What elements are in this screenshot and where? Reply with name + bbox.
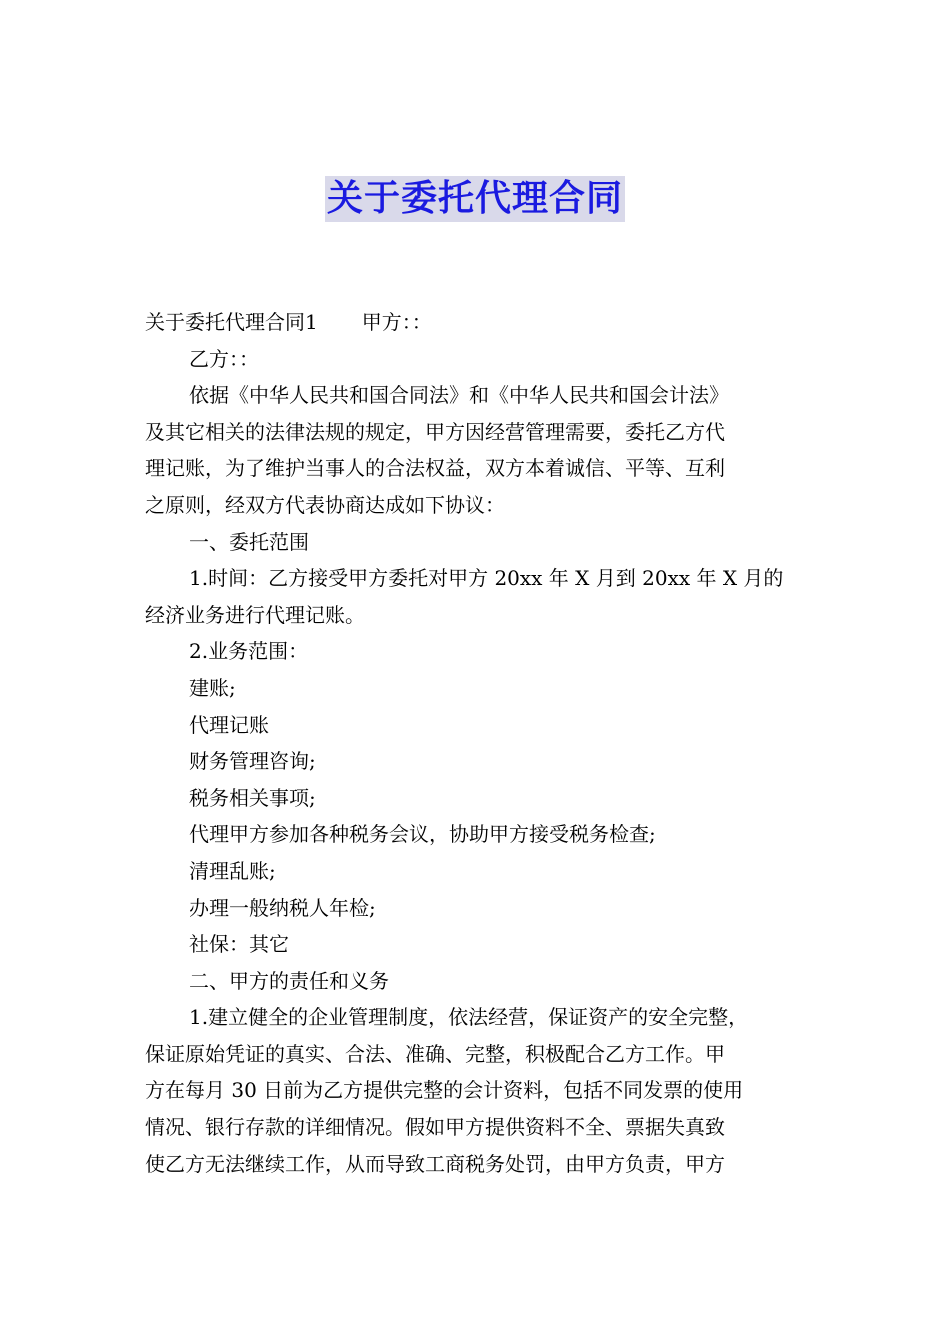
- paragraph-line: 方在每月 30 日前为乙方提供完整的会计资料，包括不同发票的使用: [145, 1078, 744, 1103]
- paragraph-line: 建账;: [189, 675, 236, 700]
- heading-label: 关于委托代理合同1: [145, 310, 318, 334]
- paragraph-line: 1.时间：乙方接受甲方委托对甲方 20xx 年 X 月到 20xx 年 X 月的: [189, 566, 784, 591]
- paragraph-line: 二、甲方的责任和义务: [189, 968, 389, 993]
- paragraph-line: 使乙方无法继续工作，从而导致工商税务处罚，由甲方负责，甲方: [145, 1151, 725, 1176]
- paragraph-line: 一、委托范围: [189, 529, 309, 554]
- paragraph-line: 2.业务范围：: [189, 639, 309, 664]
- paragraph-line: 清理乱账;: [189, 858, 276, 883]
- document-body: [145, 304, 807, 1182]
- paragraph-line: 社保：其它: [189, 932, 289, 957]
- paragraph-line: 代理记账: [189, 712, 269, 737]
- paragraph-lines: [145, 377, 807, 1182]
- paragraph-line: 依据《中华人民共和国合同法》和《中华人民共和国会计法》: [189, 383, 729, 408]
- paragraph-line: 代理甲方参加各种税务会议，协助甲方接受税务检查;: [189, 822, 656, 847]
- party-b-line: [145, 341, 807, 378]
- paragraph-line: 理记账，为了维护当事人的合法权益，双方本着诚信、平等、互利: [145, 456, 725, 481]
- paragraph-line: 财务管理咨询;: [189, 749, 316, 774]
- paragraph-line: 及其它相关的法律法规的规定，甲方因经营管理需要，委托乙方代: [145, 419, 725, 444]
- paragraph-line: 办理一般纳税人年检;: [189, 895, 376, 920]
- party-b-label: 乙方：：: [189, 346, 259, 371]
- document-title: 关于委托代理合同: [325, 176, 625, 222]
- heading-line: [145, 304, 807, 341]
- paragraph-line: 1.建立健全的企业管理制度，依法经营，保证资产的安全完整，: [189, 1005, 749, 1030]
- paragraph-line: 之原则，经双方代表协商达成如下协议：: [145, 492, 505, 517]
- paragraph-line: 经济业务进行代理记账。: [145, 602, 365, 627]
- paragraph-line: 税务相关事项;: [189, 785, 316, 810]
- title-container: [0, 176, 950, 222]
- paragraph-line: 保证原始凭证的真实、合法、准确、完整，积极配合乙方工作。甲: [145, 1041, 725, 1066]
- paragraph-line: 情况、银行存款的详细情况。假如甲方提供资料不全、票据失真致: [145, 1115, 725, 1140]
- party-a-label: 甲方：：: [361, 310, 432, 334]
